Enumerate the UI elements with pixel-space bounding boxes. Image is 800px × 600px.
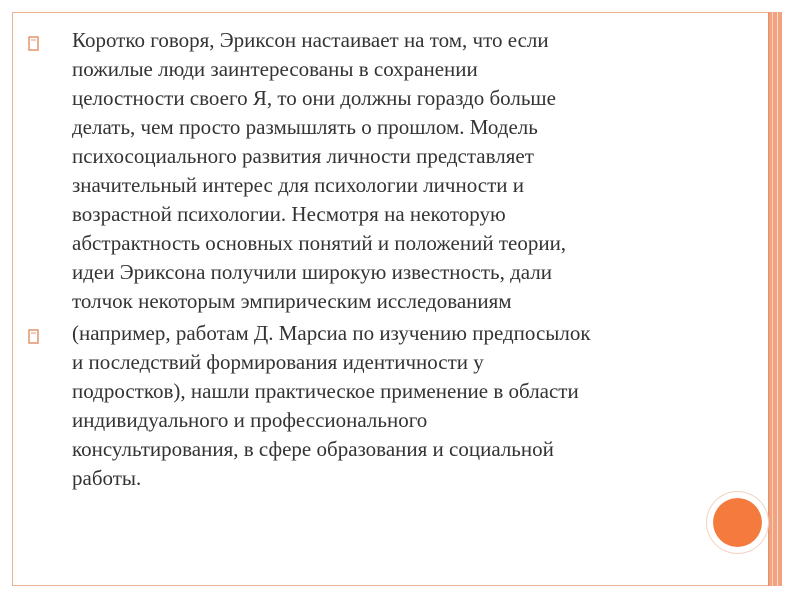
bullet-item-1 <box>28 26 738 316</box>
bullet-item-2 <box>28 319 738 493</box>
slide-content <box>28 26 738 496</box>
bullet-text-2: (например, работам Д. Марсиа по изучению предпосылок и последствий формирования идентичности у подростков), нашли практическое применение в области индивидуального и профессионального консультирования, в сфере образования и социальной работы. <box>72 321 591 490</box>
decorative-orange-circle <box>713 498 762 547</box>
bullet-icon <box>28 329 42 345</box>
bullet-icon <box>28 36 42 52</box>
bullet-text-1: Коротко говоря, Эриксон настаивает на том, что если пожилые люди заинтересованы в сохранении целостности своего Я, то они должны гораздо больше делать, чем просто размышлять о прошлом. Модель психосоциального развития личности представляет значительный интерес для психологии личности и возрастной психологии. Несмотря на некоторую абстрактность основных понятий и положений теории, идеи Эриксона получили широкую известность, дали толчок некоторым эмпирическим исследованиям <box>72 28 567 313</box>
decorative-right-band <box>768 12 782 586</box>
